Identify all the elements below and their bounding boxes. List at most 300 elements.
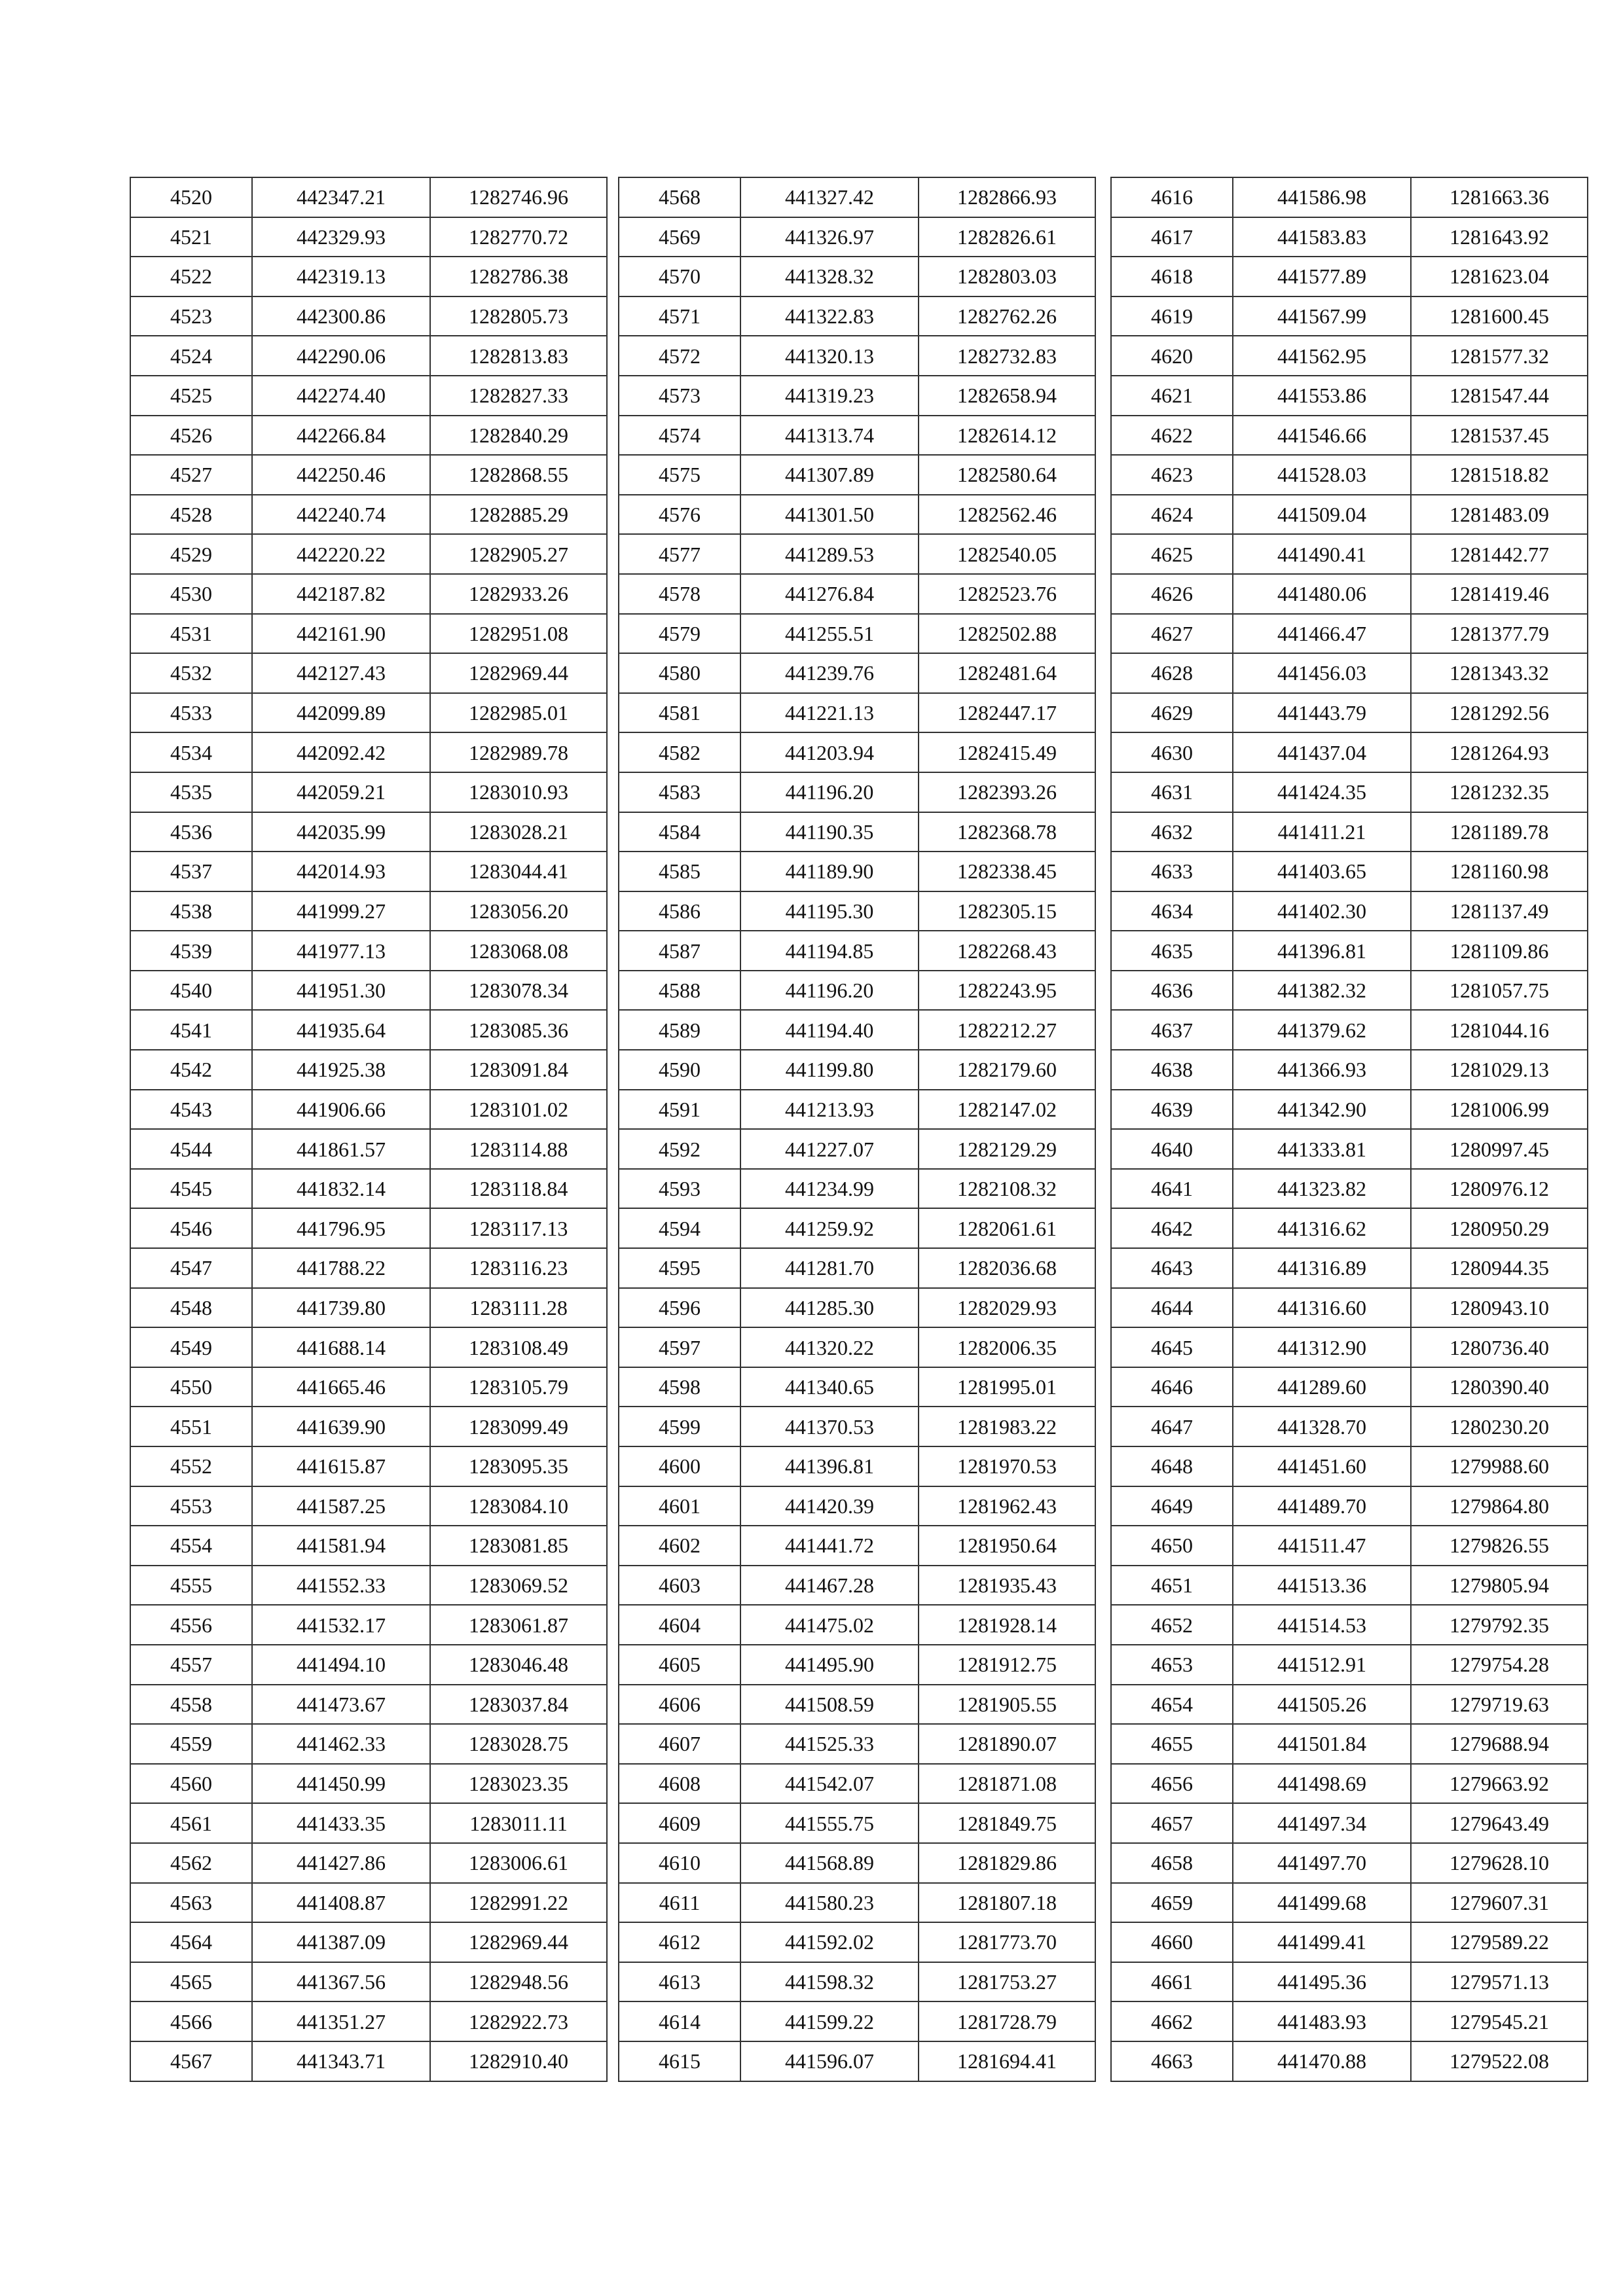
point-number-cell: 4537 xyxy=(130,852,252,891)
table-row xyxy=(130,1486,607,1526)
point-number-cell: 4663 xyxy=(1111,2041,1233,2081)
y-coordinate-cell: 1282580.64 xyxy=(919,455,1095,495)
table-row xyxy=(1111,614,1588,654)
y-coordinate-cell: 1280976.12 xyxy=(1411,1169,1588,1209)
y-coordinate-cell: 1279589.22 xyxy=(1411,1922,1588,1962)
table-row xyxy=(130,2041,607,2081)
y-coordinate-cell: 1281970.53 xyxy=(919,1446,1095,1486)
x-coordinate-cell: 441424.35 xyxy=(1233,772,1411,812)
x-coordinate-cell: 441935.64 xyxy=(252,1010,430,1050)
x-coordinate-cell: 441514.53 xyxy=(1233,1605,1411,1645)
x-coordinate-cell: 441639.90 xyxy=(252,1407,430,1446)
y-coordinate-cell: 1281343.32 xyxy=(1411,653,1588,693)
point-number-cell: 4583 xyxy=(619,772,740,812)
x-coordinate-cell: 441227.07 xyxy=(740,1129,919,1169)
y-coordinate-cell: 1281849.75 xyxy=(919,1803,1095,1843)
x-coordinate-cell: 442250.46 xyxy=(252,455,430,495)
point-number-cell: 4599 xyxy=(619,1407,740,1446)
y-coordinate-cell: 1281057.75 xyxy=(1411,971,1588,1011)
point-number-cell: 4651 xyxy=(1111,1566,1233,1605)
table-row xyxy=(1111,1248,1588,1288)
table-row xyxy=(1111,931,1588,971)
point-number-cell: 4526 xyxy=(130,416,252,456)
x-coordinate-cell: 441323.82 xyxy=(1233,1169,1411,1209)
y-coordinate-cell: 1282614.12 xyxy=(919,416,1095,456)
table-row xyxy=(130,1605,607,1645)
table-row xyxy=(130,574,607,614)
y-coordinate-cell: 1281962.43 xyxy=(919,1486,1095,1526)
x-coordinate-cell: 441340.65 xyxy=(740,1367,919,1407)
x-coordinate-cell: 442035.99 xyxy=(252,812,430,852)
point-number-cell: 4567 xyxy=(130,2041,252,2081)
x-coordinate-cell: 441532.17 xyxy=(252,1605,430,1645)
y-coordinate-cell: 1282969.44 xyxy=(430,1922,607,1962)
x-coordinate-cell: 442059.21 xyxy=(252,772,430,812)
point-number-cell: 4630 xyxy=(1111,732,1233,772)
table-row xyxy=(130,1129,607,1169)
table-row xyxy=(619,693,1095,733)
point-number-cell: 4529 xyxy=(130,534,252,574)
y-coordinate-cell: 1281905.55 xyxy=(919,1685,1095,1725)
x-coordinate-cell: 441402.30 xyxy=(1233,891,1411,931)
table-row xyxy=(619,1407,1095,1446)
table-row xyxy=(1111,1724,1588,1764)
y-coordinate-cell: 1282481.64 xyxy=(919,653,1095,693)
x-coordinate-cell: 441411.21 xyxy=(1233,812,1411,852)
y-coordinate-cell: 1281807.18 xyxy=(919,1883,1095,1923)
table-row xyxy=(130,416,607,456)
y-coordinate-cell: 1280943.10 xyxy=(1411,1288,1588,1328)
table-row xyxy=(130,534,607,574)
y-coordinate-cell: 1281890.07 xyxy=(919,1724,1095,1764)
table-row xyxy=(1111,416,1588,456)
y-coordinate-cell: 1280736.40 xyxy=(1411,1327,1588,1367)
x-coordinate-cell: 441328.70 xyxy=(1233,1407,1411,1446)
point-number-cell: 4652 xyxy=(1111,1605,1233,1645)
table-row xyxy=(619,217,1095,257)
coordinate-table-body xyxy=(1111,177,1588,2081)
x-coordinate-cell: 441443.79 xyxy=(1233,693,1411,733)
x-coordinate-cell: 441832.14 xyxy=(252,1169,430,1209)
y-coordinate-cell: 1281728.79 xyxy=(919,2001,1095,2041)
table-row xyxy=(1111,1367,1588,1407)
table-row xyxy=(619,2001,1095,2041)
point-number-cell: 4544 xyxy=(130,1129,252,1169)
table-row xyxy=(130,1367,607,1407)
point-number-cell: 4528 xyxy=(130,495,252,535)
y-coordinate-cell: 1281773.70 xyxy=(919,1922,1095,1962)
table-row xyxy=(619,971,1095,1011)
table-row xyxy=(619,1803,1095,1843)
table-row xyxy=(1111,891,1588,931)
point-number-cell: 4617 xyxy=(1111,217,1233,257)
table-row xyxy=(1111,971,1588,1011)
y-coordinate-cell: 1283111.28 xyxy=(430,1288,607,1328)
table-row xyxy=(130,1883,607,1923)
table-row xyxy=(130,1685,607,1725)
table-row xyxy=(130,1803,607,1843)
table-row xyxy=(1111,1407,1588,1446)
point-number-cell: 4553 xyxy=(130,1486,252,1526)
x-coordinate-cell: 441196.20 xyxy=(740,971,919,1011)
x-coordinate-cell: 441396.81 xyxy=(1233,931,1411,971)
x-coordinate-cell: 441511.47 xyxy=(1233,1526,1411,1566)
point-number-cell: 4565 xyxy=(130,1962,252,2002)
table-row xyxy=(130,931,607,971)
y-coordinate-cell: 1283011.11 xyxy=(430,1803,607,1843)
y-coordinate-cell: 1279571.13 xyxy=(1411,1962,1588,2002)
x-coordinate-cell: 441528.03 xyxy=(1233,455,1411,495)
y-coordinate-cell: 1283116.23 xyxy=(430,1248,607,1288)
x-coordinate-cell: 441499.41 xyxy=(1233,1922,1411,1962)
point-number-cell: 4612 xyxy=(619,1922,740,1962)
point-number-cell: 4629 xyxy=(1111,693,1233,733)
table-row xyxy=(619,2041,1095,2081)
point-number-cell: 4624 xyxy=(1111,495,1233,535)
table-row xyxy=(130,1248,607,1288)
point-number-cell: 4627 xyxy=(1111,614,1233,654)
point-number-cell: 4594 xyxy=(619,1208,740,1248)
x-coordinate-cell: 441326.97 xyxy=(740,217,919,257)
table-row xyxy=(130,217,607,257)
y-coordinate-cell: 1282969.44 xyxy=(430,653,607,693)
table-row xyxy=(619,1685,1095,1725)
y-coordinate-cell: 1282147.02 xyxy=(919,1090,1095,1130)
point-number-cell: 4602 xyxy=(619,1526,740,1566)
table-row xyxy=(130,971,607,1011)
y-coordinate-cell: 1279864.80 xyxy=(1411,1486,1588,1526)
y-coordinate-cell: 1282922.73 xyxy=(430,2001,607,2041)
point-number-cell: 4608 xyxy=(619,1764,740,1804)
y-coordinate-cell: 1282826.61 xyxy=(919,217,1095,257)
y-coordinate-cell: 1279663.92 xyxy=(1411,1764,1588,1804)
point-number-cell: 4536 xyxy=(130,812,252,852)
table-row xyxy=(1111,1685,1588,1725)
coordinate-table-body xyxy=(130,177,607,2081)
y-coordinate-cell: 1282991.22 xyxy=(430,1883,607,1923)
table-row xyxy=(130,1724,607,1764)
y-coordinate-cell: 1281537.45 xyxy=(1411,416,1588,456)
y-coordinate-cell: 1282840.29 xyxy=(430,416,607,456)
x-coordinate-cell: 442099.89 xyxy=(252,693,430,733)
point-number-cell: 4539 xyxy=(130,931,252,971)
x-coordinate-cell: 441199.80 xyxy=(740,1050,919,1090)
table-row xyxy=(619,614,1095,654)
y-coordinate-cell: 1283069.52 xyxy=(430,1566,607,1605)
table-row xyxy=(619,1169,1095,1209)
x-coordinate-cell: 441501.84 xyxy=(1233,1724,1411,1764)
y-coordinate-cell: 1282868.55 xyxy=(430,455,607,495)
point-number-cell: 4614 xyxy=(619,2001,740,2041)
table-row xyxy=(1111,732,1588,772)
y-coordinate-cell: 1282415.49 xyxy=(919,732,1095,772)
x-coordinate-cell: 441592.02 xyxy=(740,1922,919,1962)
point-number-cell: 4607 xyxy=(619,1724,740,1764)
table-row xyxy=(1111,653,1588,693)
y-coordinate-cell: 1279826.55 xyxy=(1411,1526,1588,1566)
x-coordinate-cell: 441546.66 xyxy=(1233,416,1411,456)
point-number-cell: 4566 xyxy=(130,2001,252,2041)
x-coordinate-cell: 441370.53 xyxy=(740,1407,919,1446)
point-number-cell: 4596 xyxy=(619,1288,740,1328)
table-row xyxy=(1111,296,1588,336)
y-coordinate-cell: 1282562.46 xyxy=(919,495,1095,535)
point-number-cell: 4598 xyxy=(619,1367,740,1407)
x-coordinate-cell: 442347.21 xyxy=(252,177,430,217)
point-number-cell: 4660 xyxy=(1111,1922,1233,1962)
x-coordinate-cell: 441483.93 xyxy=(1233,2001,1411,2041)
y-coordinate-cell: 1281419.46 xyxy=(1411,574,1588,614)
point-number-cell: 4555 xyxy=(130,1566,252,1605)
x-coordinate-cell: 441319.23 xyxy=(740,376,919,416)
table-row xyxy=(130,1327,607,1367)
point-number-cell: 4581 xyxy=(619,693,740,733)
y-coordinate-cell: 1282813.83 xyxy=(430,336,607,376)
table-row xyxy=(1111,177,1588,217)
x-coordinate-cell: 441490.41 xyxy=(1233,534,1411,574)
x-coordinate-cell: 441379.62 xyxy=(1233,1010,1411,1050)
x-coordinate-cell: 441562.95 xyxy=(1233,336,1411,376)
table-row xyxy=(1111,1050,1588,1090)
x-coordinate-cell: 441861.57 xyxy=(252,1129,430,1169)
x-coordinate-cell: 441221.13 xyxy=(740,693,919,733)
y-coordinate-cell: 1281377.79 xyxy=(1411,614,1588,654)
table-row xyxy=(1111,1922,1588,1962)
y-coordinate-cell: 1283028.75 xyxy=(430,1724,607,1764)
point-number-cell: 4625 xyxy=(1111,534,1233,574)
x-coordinate-cell: 441367.56 xyxy=(252,1962,430,2002)
point-number-cell: 4646 xyxy=(1111,1367,1233,1407)
y-coordinate-cell: 1283044.41 xyxy=(430,852,607,891)
table-row xyxy=(619,1288,1095,1328)
table-row xyxy=(1111,257,1588,296)
x-coordinate-cell: 441433.35 xyxy=(252,1803,430,1843)
table-row xyxy=(619,336,1095,376)
table-row xyxy=(619,1843,1095,1883)
table-row xyxy=(1111,217,1588,257)
x-coordinate-cell: 441505.26 xyxy=(1233,1685,1411,1725)
table-row xyxy=(1111,1962,1588,2002)
table-row xyxy=(130,2001,607,2041)
x-coordinate-cell: 441343.71 xyxy=(252,2041,430,2081)
point-number-cell: 4549 xyxy=(130,1327,252,1367)
table-row xyxy=(1111,1169,1588,1209)
point-number-cell: 4543 xyxy=(130,1090,252,1130)
y-coordinate-cell: 1281912.75 xyxy=(919,1645,1095,1685)
point-number-cell: 4533 xyxy=(130,693,252,733)
x-coordinate-cell: 441513.36 xyxy=(1233,1566,1411,1605)
y-coordinate-cell: 1282268.43 xyxy=(919,931,1095,971)
point-number-cell: 4636 xyxy=(1111,971,1233,1011)
y-coordinate-cell: 1283006.61 xyxy=(430,1843,607,1883)
point-number-cell: 4637 xyxy=(1111,1010,1233,1050)
x-coordinate-cell: 441739.80 xyxy=(252,1288,430,1328)
x-coordinate-cell: 441312.90 xyxy=(1233,1327,1411,1367)
point-number-cell: 4628 xyxy=(1111,653,1233,693)
table-row xyxy=(130,891,607,931)
coordinate-table-3 xyxy=(1110,177,1588,2082)
table-row xyxy=(619,177,1095,217)
table-row xyxy=(130,1962,607,2002)
point-number-cell: 4631 xyxy=(1111,772,1233,812)
point-number-cell: 4658 xyxy=(1111,1843,1233,1883)
table-row xyxy=(1111,574,1588,614)
y-coordinate-cell: 1283118.84 xyxy=(430,1169,607,1209)
x-coordinate-cell: 441285.30 xyxy=(740,1288,919,1328)
point-number-cell: 4574 xyxy=(619,416,740,456)
table-row xyxy=(1111,1803,1588,1843)
x-coordinate-cell: 441906.66 xyxy=(252,1090,430,1130)
point-number-cell: 4573 xyxy=(619,376,740,416)
table-row xyxy=(619,1486,1095,1526)
y-coordinate-cell: 1282108.32 xyxy=(919,1169,1095,1209)
point-number-cell: 4522 xyxy=(130,257,252,296)
x-coordinate-cell: 441462.33 xyxy=(252,1724,430,1764)
table-row xyxy=(1111,1764,1588,1804)
x-coordinate-cell: 441567.99 xyxy=(1233,296,1411,336)
x-coordinate-cell: 441239.76 xyxy=(740,653,919,693)
x-coordinate-cell: 442220.22 xyxy=(252,534,430,574)
point-number-cell: 4659 xyxy=(1111,1883,1233,1923)
point-number-cell: 4561 xyxy=(130,1803,252,1843)
y-coordinate-cell: 1282866.93 xyxy=(919,177,1095,217)
point-number-cell: 4569 xyxy=(619,217,740,257)
x-coordinate-cell: 441427.86 xyxy=(252,1843,430,1883)
y-coordinate-cell: 1281483.09 xyxy=(1411,495,1588,535)
x-coordinate-cell: 441583.83 xyxy=(1233,217,1411,257)
x-coordinate-cell: 441437.04 xyxy=(1233,732,1411,772)
x-coordinate-cell: 441475.02 xyxy=(740,1605,919,1645)
point-number-cell: 4601 xyxy=(619,1486,740,1526)
table-row xyxy=(1111,772,1588,812)
point-number-cell: 4556 xyxy=(130,1605,252,1645)
y-coordinate-cell: 1282368.78 xyxy=(919,812,1095,852)
point-number-cell: 4588 xyxy=(619,971,740,1011)
table-row xyxy=(130,1645,607,1685)
x-coordinate-cell: 441366.93 xyxy=(1233,1050,1411,1090)
x-coordinate-cell: 441316.62 xyxy=(1233,1208,1411,1248)
table-row xyxy=(130,177,607,217)
point-number-cell: 4650 xyxy=(1111,1526,1233,1566)
point-number-cell: 4563 xyxy=(130,1883,252,1923)
y-coordinate-cell: 1282061.61 xyxy=(919,1208,1095,1248)
table-row xyxy=(130,336,607,376)
point-number-cell: 4578 xyxy=(619,574,740,614)
table-row xyxy=(130,1922,607,1962)
table-row xyxy=(619,653,1095,693)
table-row xyxy=(1111,1010,1588,1050)
point-number-cell: 4635 xyxy=(1111,931,1233,971)
y-coordinate-cell: 1281663.36 xyxy=(1411,177,1588,217)
table-row xyxy=(619,1724,1095,1764)
y-coordinate-cell: 1282803.03 xyxy=(919,257,1095,296)
x-coordinate-cell: 441451.60 xyxy=(1233,1446,1411,1486)
x-coordinate-cell: 441403.65 xyxy=(1233,852,1411,891)
x-coordinate-cell: 441598.32 xyxy=(740,1962,919,2002)
point-number-cell: 4623 xyxy=(1111,455,1233,495)
point-number-cell: 4654 xyxy=(1111,1685,1233,1725)
x-coordinate-cell: 441498.69 xyxy=(1233,1764,1411,1804)
point-number-cell: 4580 xyxy=(619,653,740,693)
point-number-cell: 4616 xyxy=(1111,177,1233,217)
point-number-cell: 4552 xyxy=(130,1446,252,1486)
y-coordinate-cell: 1283117.13 xyxy=(430,1208,607,1248)
y-coordinate-cell: 1281694.41 xyxy=(919,2041,1095,2081)
x-coordinate-cell: 441489.70 xyxy=(1233,1486,1411,1526)
y-coordinate-cell: 1283037.84 xyxy=(430,1685,607,1725)
x-coordinate-cell: 441480.06 xyxy=(1233,574,1411,614)
table-row xyxy=(619,376,1095,416)
table-row xyxy=(619,1327,1095,1367)
point-number-cell: 4557 xyxy=(130,1645,252,1685)
point-number-cell: 4554 xyxy=(130,1526,252,1566)
y-coordinate-cell: 1281137.49 xyxy=(1411,891,1588,931)
table-row xyxy=(619,296,1095,336)
y-coordinate-cell: 1282393.26 xyxy=(919,772,1095,812)
table-row xyxy=(1111,1288,1588,1328)
table-row xyxy=(1111,1526,1588,1566)
point-number-cell: 4534 xyxy=(130,732,252,772)
y-coordinate-cell: 1281600.45 xyxy=(1411,296,1588,336)
point-number-cell: 4558 xyxy=(130,1685,252,1725)
point-number-cell: 4648 xyxy=(1111,1446,1233,1486)
point-number-cell: 4642 xyxy=(1111,1208,1233,1248)
x-coordinate-cell: 441313.74 xyxy=(740,416,919,456)
x-coordinate-cell: 441796.95 xyxy=(252,1208,430,1248)
table-row xyxy=(1111,376,1588,416)
y-coordinate-cell: 1280230.20 xyxy=(1411,1407,1588,1446)
x-coordinate-cell: 441580.23 xyxy=(740,1883,919,1923)
point-number-cell: 4604 xyxy=(619,1605,740,1645)
table-row xyxy=(619,257,1095,296)
point-number-cell: 4542 xyxy=(130,1050,252,1090)
table-row xyxy=(1111,495,1588,535)
point-number-cell: 4618 xyxy=(1111,257,1233,296)
y-coordinate-cell: 1283028.21 xyxy=(430,812,607,852)
point-number-cell: 4551 xyxy=(130,1407,252,1446)
x-coordinate-cell: 441615.87 xyxy=(252,1446,430,1486)
x-coordinate-cell: 441420.39 xyxy=(740,1486,919,1526)
point-number-cell: 4538 xyxy=(130,891,252,931)
x-coordinate-cell: 441788.22 xyxy=(252,1248,430,1288)
x-coordinate-cell: 441509.04 xyxy=(1233,495,1411,535)
y-coordinate-cell: 1279754.28 xyxy=(1411,1645,1588,1685)
x-coordinate-cell: 442240.74 xyxy=(252,495,430,535)
y-coordinate-cell: 1283095.35 xyxy=(430,1446,607,1486)
x-coordinate-cell: 441316.60 xyxy=(1233,1288,1411,1328)
table-row xyxy=(1111,1129,1588,1169)
y-coordinate-cell: 1279719.63 xyxy=(1411,1685,1588,1725)
x-coordinate-cell: 441552.33 xyxy=(252,1566,430,1605)
point-number-cell: 4655 xyxy=(1111,1724,1233,1764)
table-row xyxy=(1111,336,1588,376)
point-number-cell: 4592 xyxy=(619,1129,740,1169)
point-number-cell: 4532 xyxy=(130,653,252,693)
x-coordinate-cell: 441512.91 xyxy=(1233,1645,1411,1685)
table-row xyxy=(619,495,1095,535)
point-number-cell: 4606 xyxy=(619,1685,740,1725)
y-coordinate-cell: 1279792.35 xyxy=(1411,1605,1588,1645)
table-row xyxy=(130,1526,607,1566)
x-coordinate-cell: 442161.90 xyxy=(252,614,430,654)
table-row xyxy=(130,1764,607,1804)
point-number-cell: 4541 xyxy=(130,1010,252,1050)
x-coordinate-cell: 442014.93 xyxy=(252,852,430,891)
table-row xyxy=(130,1288,607,1328)
point-number-cell: 4661 xyxy=(1111,1962,1233,2002)
x-coordinate-cell: 441586.98 xyxy=(1233,177,1411,217)
point-number-cell: 4545 xyxy=(130,1169,252,1209)
